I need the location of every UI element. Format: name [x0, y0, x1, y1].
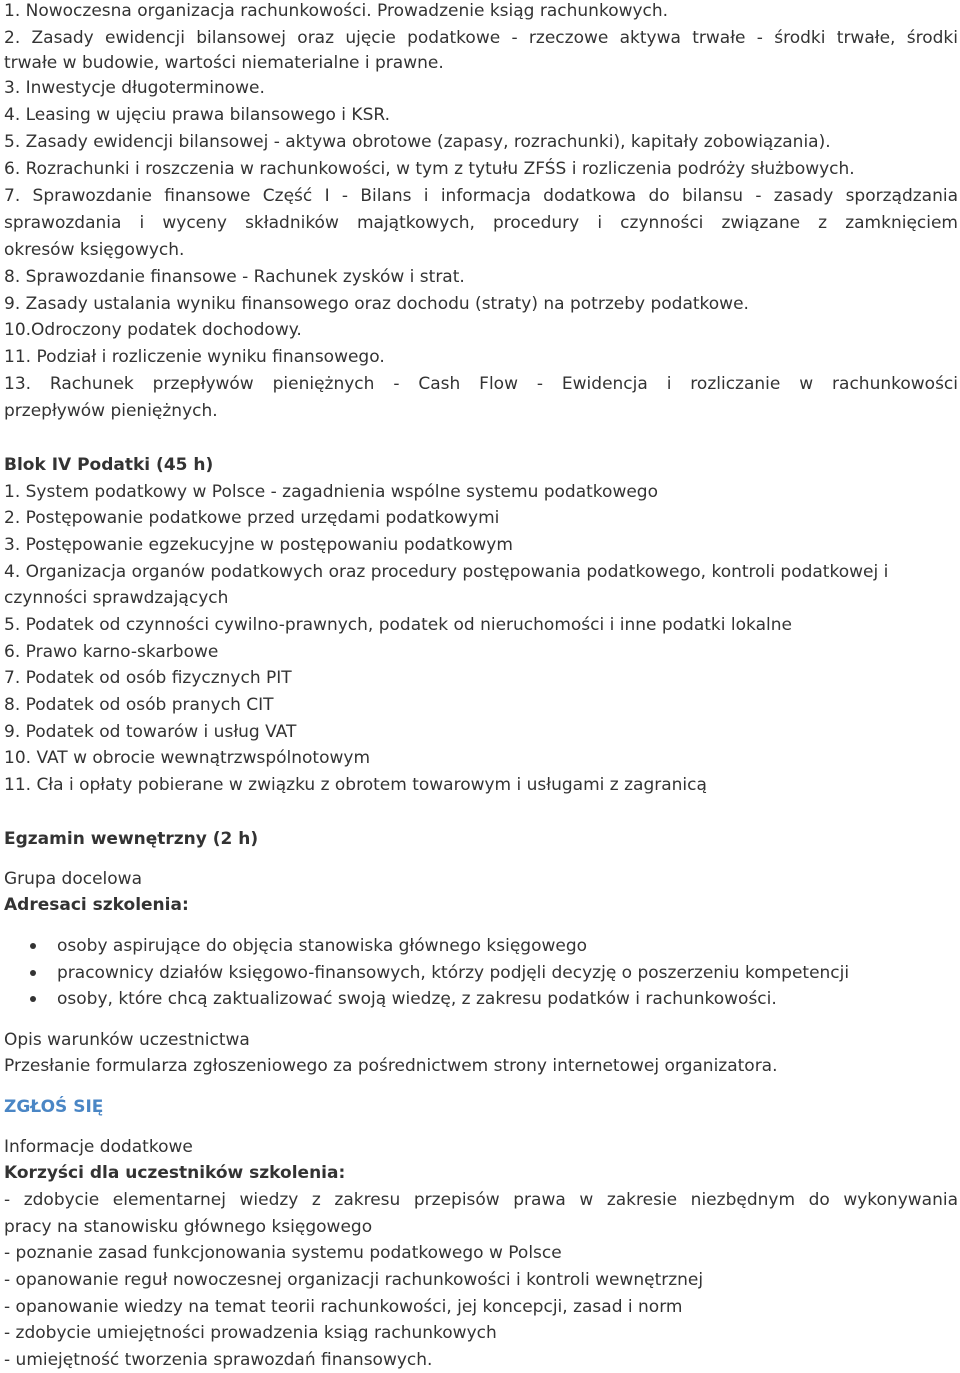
block4-item: 9. Podatek od towarów i usług VAT [4, 722, 297, 742]
target-group-bullet: pracownicy działów księgowo-finansowych, którzy podjęli decyzję o poszerzeniu kompetencji [57, 963, 850, 983]
benefits-heading: Korzyści dla uczestników szkolenia: [4, 1163, 346, 1183]
block4-item: 7. Podatek od osób fizycznych PIT [4, 668, 292, 688]
additional-info-label: Informacje dodatkowe [4, 1137, 193, 1157]
block3-item: przepływów pieniężnych. [4, 401, 218, 421]
block3-item: 2. Zasady ewidencji bilansowej oraz ujęcie podatkowe - rzeczowe aktywa trwałe - środki trwałe, środki [4, 28, 958, 48]
block3-item: 4. Leasing w ujęciu prawa bilansowego i KSR. [4, 105, 390, 125]
register-link[interactable]: ZGŁOŚ SIĘ [4, 1097, 104, 1117]
block4-item: 10. VAT w obrocie wewnątrzwspólnotowym [4, 748, 371, 768]
benefit-item: - zdobycie umiejętności prowadzenia ksiąg rachunkowych [4, 1323, 497, 1343]
block4-item: 4. Organizacja organów podatkowych oraz procedury postępowania podatkowego, kontroli podatkowej i [4, 562, 889, 582]
block3-item: 11. Podział i rozliczenie wyniku finansowego. [4, 347, 385, 367]
block3-item: 9. Zasady ustalania wyniku finansowego oraz dochodu (straty) na potrzeby podatkowe. [4, 294, 749, 314]
benefit-item: - opanowanie wiedzy na temat teorii rachunkowości, jej koncepcji, zasad i norm [4, 1297, 683, 1317]
benefit-item: - umiejętność tworzenia sprawozdań finansowych. [4, 1350, 433, 1370]
block4-item: 2. Postępowanie podatkowe przed urzędami podatkowymi [4, 508, 500, 528]
conditions-label: Opis warunków uczestnictwa [4, 1030, 250, 1050]
block4-item: 11. Cła i opłaty pobierane w związku z obrotem towarowym i usługami z zagranicą [4, 775, 707, 795]
exam-heading: Egzamin wewnętrzny (2 h) [4, 829, 259, 849]
block3-item: sprawozdania i wyceny składników majątkowych, procedury i czynności związane z zamknięciem [4, 213, 958, 233]
target-group-bullet: osoby aspirujące do objęcia stanowiska głównego księgowego [57, 936, 588, 956]
block3-item: 5. Zasady ewidencji bilansowej - aktywa obrotowe (zapasy, rozrachunki), kapitały zobowiązania). [4, 132, 831, 152]
block3-item: 10.Odroczony podatek dochodowy. [4, 320, 302, 340]
block3-item: 13. Rachunek przepływów pieniężnych - Cash Flow - Ewidencja i rozliczanie w rachunkowości [4, 374, 958, 394]
block4-item: 1. System podatkowy w Polsce - zagadnienia wspólne systemu podatkowego [4, 482, 659, 502]
block3-item: 1. Nowoczesna organizacja rachunkowości. Prowadzenie ksiąg rachunkowych. [4, 1, 669, 21]
block3-item: 3. Inwestycje długoterminowe. [4, 78, 265, 98]
block3-item: 6. Rozrachunki i roszczenia w rachunkowości, w tym z tytułu ZFŚS i rozliczenia podróży służbowych. [4, 159, 855, 179]
target-group-label: Grupa docelowa [4, 869, 142, 889]
target-group-bullet: osoby, które chcą zaktualizować swoją wiedzę, z zakresu podatków i rachunkowości. [57, 989, 777, 1009]
block4-item: 3. Postępowanie egzekucyjne w postępowaniu podatkowym [4, 535, 513, 555]
block3-item: trwałe w budowie, wartości niematerialne i prawne. [4, 53, 444, 73]
block4-item: 6. Prawo karno-skarbowe [4, 642, 219, 662]
bullet-dot [30, 996, 36, 1002]
block3-item: 8. Sprawozdanie finansowe - Rachunek zysków i strat. [4, 267, 465, 287]
block4-item: 8. Podatek od osób pranych CIT [4, 695, 274, 715]
benefit-item: - poznanie zasad funkcjonowania systemu podatkowego w Polsce [4, 1243, 562, 1263]
bullet-dot [30, 970, 36, 976]
benefit-item: - zdobycie elementarnej wiedzy z zakresu przepisów prawa w zakresie niezbędnym do wykonywania [4, 1190, 958, 1210]
block4-heading: Blok IV Podatki (45 h) [4, 455, 214, 475]
benefit-item: - opanowanie reguł nowoczesnej organizacji rachunkowości i kontroli wewnętrznej [4, 1270, 704, 1290]
block3-item: 7. Sprawozdanie finansowe Część I - Bilans i informacja dodatkowa do bilansu - zasady sporządzania [4, 186, 958, 206]
conditions-text: Przesłanie formularza zgłoszeniowego za pośrednictwem strony internetowej organizatora. [4, 1056, 778, 1076]
block4-item: 5. Podatek od czynności cywilno-prawnych, podatek od nieruchomości i inne podatki lokalne [4, 615, 792, 635]
benefit-item: pracy na stanowisku głównego księgowego [4, 1217, 373, 1237]
block3-item: okresów księgowych. [4, 240, 185, 260]
block4-item: czynności sprawdzających [4, 588, 229, 608]
bullet-dot [30, 943, 36, 949]
target-group-heading: Adresaci szkolenia: [4, 895, 189, 915]
